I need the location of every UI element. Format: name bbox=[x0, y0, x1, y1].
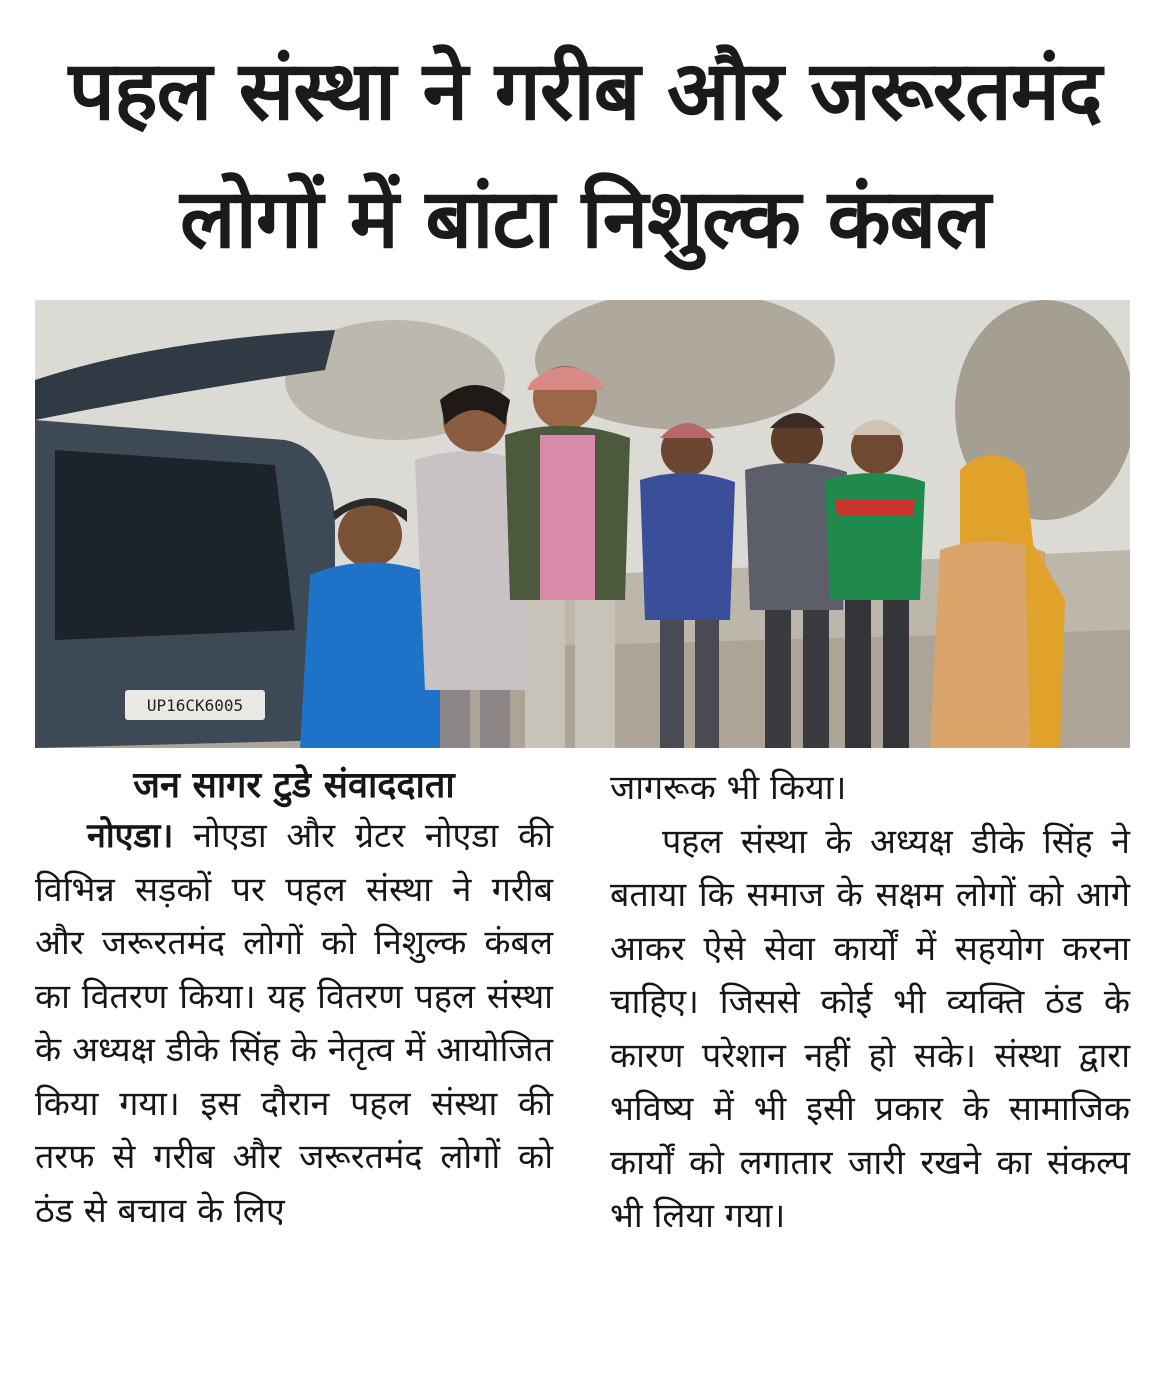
paragraph-1-text: नोएडा और ग्रेटर नोएडा की विभिन्न सड़कों पर पहल संस्था ने गरीब और जरूरतमंद लोगों को निशुल्क कंबल का वितरण किया। यह वितरण पहल संस्था के अध्यक्ष डीके सिंह के नेतृत्व में आयोजित किया गया। इस दौरान पहल संस्था की तरफ से गरीब और जरूरतमंद लोगों को ठंड से बचाव के लिए bbox=[35, 816, 553, 1231]
article-column-2 bbox=[610, 758, 1130, 1244]
article-column-1 bbox=[35, 758, 553, 1238]
paragraph-1-continued: जागरूक भी किया। bbox=[610, 768, 847, 808]
dateline: नोएडा। bbox=[87, 816, 174, 856]
headline-line-1: पहल संस्था ने गरीब और जरूरतमंद bbox=[68, 44, 1102, 139]
article-paragraph-2: पहल संस्था के अध्यक्ष डीके सिंह ने बताया कि समाज के सक्षम लोगों को आगे आकर ऐसे सेवा कार्यों में सहयोग करना चाहिए। जिससे कोई भी व्यक्ति ठंड के कारण परेशान नहीं हो सके। संस्था द्वारा भविष्य में भी इसी प्रकार के सामाजिक कार्यों को लगातार जारी रखने का संकल्प भी लिया गया। bbox=[610, 821, 1130, 1236]
article-paragraph-1 bbox=[35, 810, 553, 1238]
headline bbox=[0, 28, 1170, 284]
license-plate-text: UP16CK6005 bbox=[146, 696, 244, 715]
photo-illustration bbox=[35, 300, 1130, 748]
headline-line-2: लोगों में बांटा निशुल्क कंबल bbox=[180, 172, 990, 267]
news-photo bbox=[35, 300, 1130, 748]
byline: जन सागर टुडे संवाददाता bbox=[133, 765, 455, 806]
